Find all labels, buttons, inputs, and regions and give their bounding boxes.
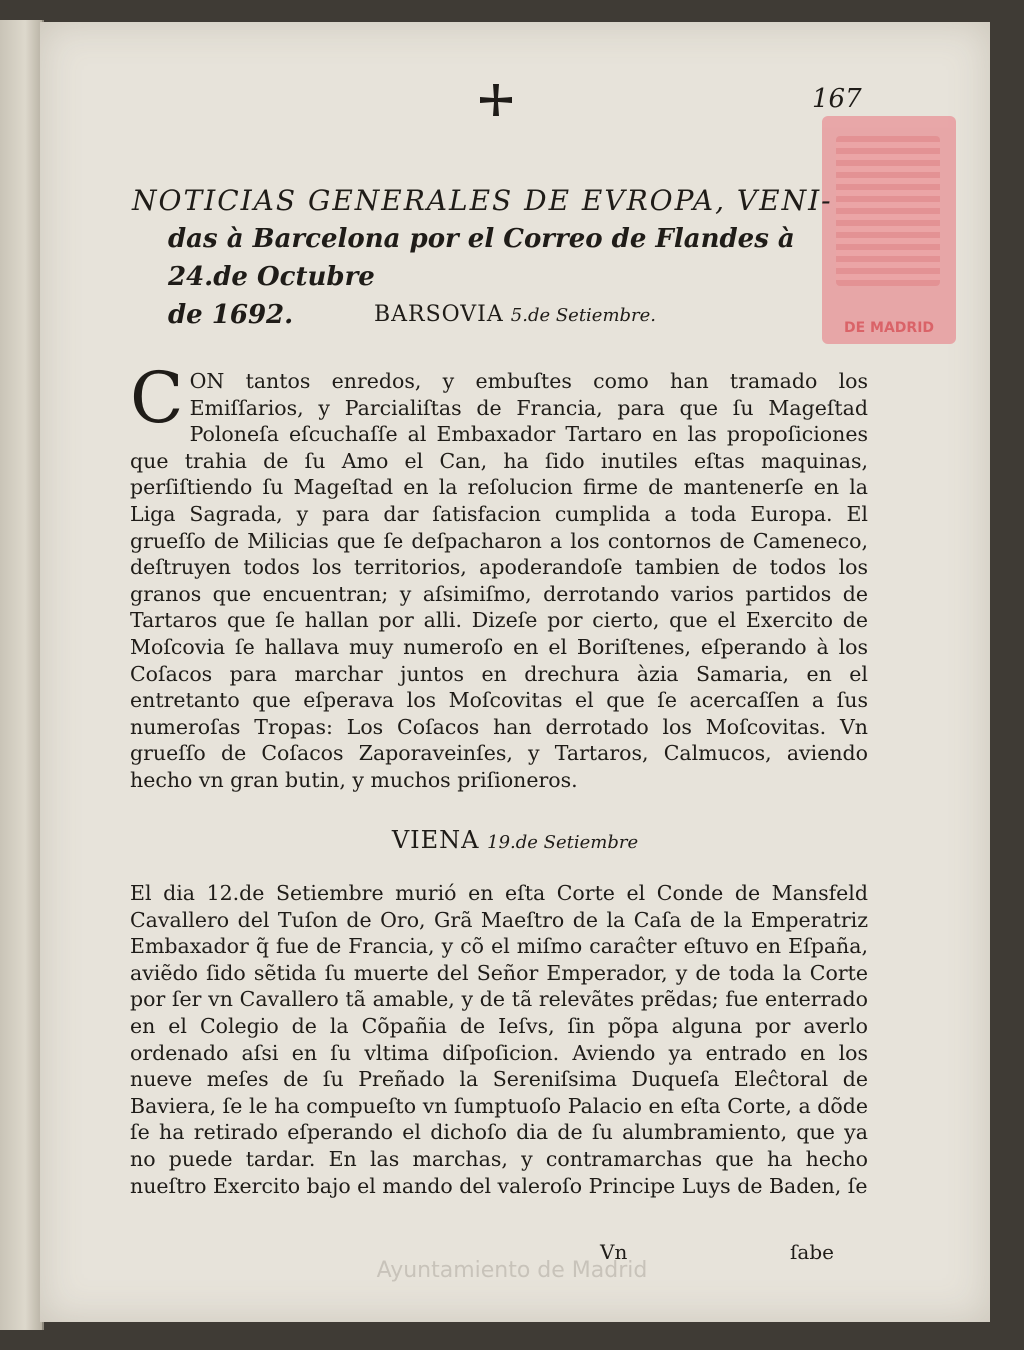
headline-line-3: de 1692. [168,300,294,330]
section-body-viena [130,880,868,1199]
catchword-1: Vn [600,1240,628,1264]
document-page [40,22,990,1322]
section-date: 19.de Setiembre [487,832,639,853]
section-heading-viena [40,826,990,854]
watermark: Ayuntamiento de Madrid [376,1258,648,1283]
cross-ornament-icon [476,82,516,122]
section-body-barsovia [130,357,868,828]
section-place: VIENA [391,826,480,854]
headline-line-1: NOTICIAS GENERALES DE EVROPA, VENI- [132,184,833,217]
section-text: ON tantos enredos, y embuſtes como han tramado los Emiſſarios, y Parcialiſtas de Francia, para que ſu Mageſtad Poloneſa eſcuchaſſe al Embaxador Tartaro en las propoſiciones que trahia de ſu Amo el Can, ha ſido inutiles eſtas maquinas, perſiſtiendo ſu Mageſtad en la reſolucion firme de mantenerſe en la Liga Sagrada, y para dar ſatisfacion cumplida a toda Europa. El grueſſo de Milicias que ſe deſpacharon a los contornos de Cameneco, deſtruyen todos los territorios, apoderandoſe tambien de todos los granos que encuentran; y aſsimiſmo, derrotando varios partidos de Tartaros que ſe hallan por alli. Dizeſe por cierto, que el Exercito de Moſcovia ſe hallava muy numeroſo en el Boriſtenes, eſperando à los Coſacos para marchar juntos en drechura àzia Samaria, en el entretanto que eſperava los Moſcovitas el que ſe acercaſſen a ſus numeroſas Tropas: Los Coſacos han derrotado los Moſcovitas. Vn grueſſo de Coſacos Zaporaveinſes, y Tartaros, Calmucos, aviendo hecho vn gran butin, y muchos priſioneros. [130,369,868,792]
section-date: 5.de Setiembre. [510,305,657,326]
headline-line-2: das à Barcelona por el Correo de Flandes à 24.de Octubre [168,224,795,292]
section-place: BARSOVIA [373,302,504,327]
stamp-text: DE MADRID [843,320,935,336]
page-number: 167 [812,84,862,114]
drop-cap: C [130,357,184,439]
catchword-2: ſabe [790,1240,834,1264]
section-text: El dia 12.de Setiembre murió en eſta Corte el Conde de Mansfeld Cavallero del Tuſon de Oro, Grã Maeſtro de la Caſa de la Emperatriz Embaxador q̃ fue de Francia, y cõ el miſmo caraĉter eſtuvo en Eſpaña, aviẽdo ſido sẽtida ſu muerte del Señor Emperador, y de toda la Corte por ſer vn Cavallero tã amable, y de tã relevãtes prẽdas; fue enterrado en el Colegio de la Cõpañia de Ieſvs, ſin põpa alguna por averlo ordenado aſsi en ſu vltima diſpoſicion. Aviendo ya entrado en los nueve meſes de ſu Preñado la Sereniſsima Duqueſa Eleĉtoral de Baviera, ſe le ha compueſto vn ſumptuoſo Palacio en eſta Corte, a dõde ſe ha retirado eſperando el dichoſo dia de ſu alumbramiento, que ya no puede tardar. En las marchas, y contramarchas que ha hecho nueſtro Exercito bajo el mando del valeroſo Principe Luys de Baden, ſe [130,881,868,1198]
section-heading-barsovia [40,302,990,327]
binding-edge [0,20,44,1330]
